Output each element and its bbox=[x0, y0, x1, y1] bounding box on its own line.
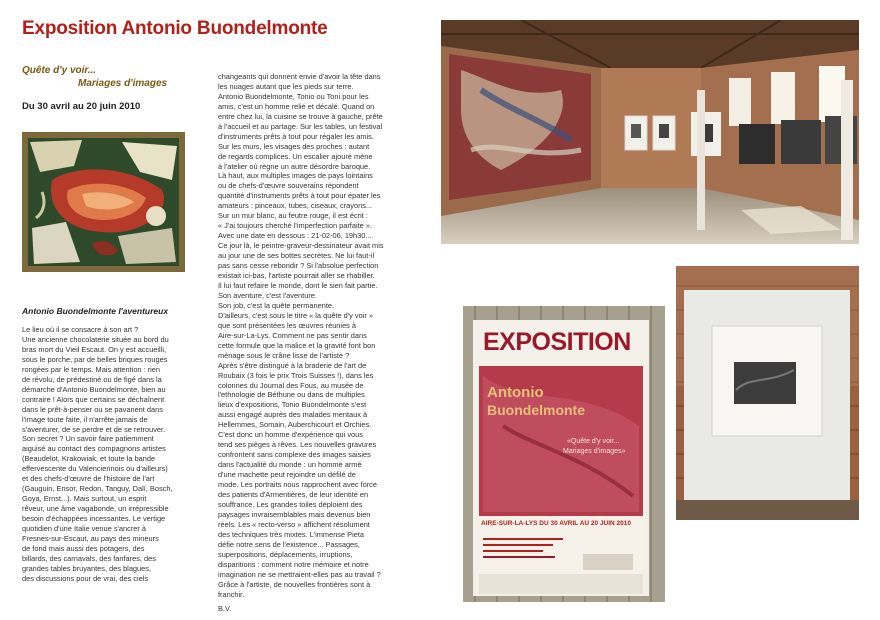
poster-fine-print bbox=[483, 538, 573, 568]
exhibition-dates: Du 30 avril au 20 juin 2010 bbox=[22, 101, 141, 112]
poster-dates: AIRE-SUR-LA-LYS DU 30 AVRIL AU 20 JUIN 2010 bbox=[481, 520, 632, 527]
artwork-image bbox=[22, 132, 185, 272]
article-column-2 bbox=[218, 62, 408, 620]
section-heading: Antonio Buondelmonte l'aventureux bbox=[22, 306, 169, 316]
poster-word-antonio: Antonio bbox=[487, 384, 544, 401]
article-column-1: Le lieu où il se consacre à son art ? Une ancienne chocolaterie située au bord du bras mort du Vieil Escaut. On y est accueilli, sous le porche, par de belles briques rouges rongées par le temps. Mais attention : rien de révolu, de prédestiné ou de figé dans la démarche d'Antonio Buondelmonte, bien au contraire ! Alors que certains se déchaînent dans le prêt-à-penser ou se pavanent dans l'image toute faite, il n'arrête jamais de s'aventurer, de se perdre et de se retrouver. Son secret ? Un savoir faire patiemment aiguisé au contact des compagnons artistes (Beaudelot, Krakowiak, et toute la bande effervescente du Valenciennois ou d'ailleurs) et des chefs-d'œuvre de l'histoire de l'art (Gauguin, Ensor, Redon, Tanguy, Dalí, Bosch, Goya, Ernst...). Mais surtout, un esprit rêveur, une âme vagabonde, un irrépressible besoin d'échappées incessantes. Le vertige quotidien d'une Italie venue s'ancrer à Fresnes-sur-Escaut, au pays des mineurs de fond mais aussi des potagers, des billards, des carnavals, des fanfares, des grandes tables bruyantes, des blagues, des discussions pour de vrai, des ciels bbox=[22, 325, 173, 583]
exhibition-poster-photo bbox=[463, 306, 665, 602]
framed-print-photo bbox=[676, 266, 859, 520]
article-column-2-text: changeants qui donnent envie d'avoir la tête dans les nuages autant que les pieds sur terre. Antonio Buondelmonte, Tonio ou Toni pour les amis, c'est un homme relié et décalé. Quand on entre chez lui, la cuisine se trouve à gauche, prête à l'accueil et au partage. Sur les tables, un festival d'instruments prêts à tout pour régaler les amis. Sur les murs, les visages des proches : autant de regards complices. Un escalier ajouré mène à l'atelier où règne un autre désordre baroque. Là haut, aux multiples images de pays lointains ou de chefs-d'œuvre souverains répondent quantité d'instruments prêts à tout pour épater les amateurs : pinceaux, tubes, ciseaux, crayons... Sur un mur blanc, au feutre rouge, il est écrit : « J'ai toujours cherché l'imperfection parfaite ». Avec une date en dessous : 21-02-06, 19h30... Ce jour là, le peintre-graveur-dessinateur avait mis au jour une de ses bottes secrètes. Ne lui faut-il pas sans cesse rebondir ? Si l'absolue perfection existait ici-bas, l'artiste pourrait aller se rhabiller. Il lui faut refaire le monde, dont le sien fait partie. Son aventure, c'est l'aventure. Son job, c'est la quête permanente. D'ailleurs, c'est sous le titre « la quête d'y voir » que sont présentées les œuvres réunies à Aire-sur-La-Lys. Comment ne pas sentir dans cette formule que la malice et la gravité font bon ménage sous le crâne lisse de l'artiste ? Après s'être distingué à la braderie de l'art de Roubaix (3 fois le prix Trois Suisses !), dans les colonnes du Journal des Fous, au musée de l'ethnologie de Béthune ou dans de multiples lieux d'expositions, Tonio Buondelmonte s'est aussi engagé auprès des malades mentaux à Hellemmes, Somain, Auberchicourt et Orchies. C'est donc un homme d'expérience qui vous tend ses pièges à rêves. Les nouvelles gravures confrontent sans complexe des images saisies dans l'actualité du monde : un homme armé d'une machette peut rejoindre un défilé de mode. Les portraits nous rapprochent avec force des patients d'Armentières, de leur identité en souffrance. Les grandes toiles déploient des paysages invraisemblables mais devenus bien réels. Les « recto-verso » affichent résolument des techniques très mixtes. L'immense Pieta défie notre sens de l'existence... Passages, superpositions, déplacements, irruptions, disparitions : comment notre mémoire et notre imagination ne se mettraient-elles pas au travail ? Grâce à l'artiste, de nouvelles frontières sont à franchir. bbox=[218, 71, 384, 599]
subtitle-line-2: Mariages d'images bbox=[78, 78, 168, 89]
poster-tagline-1: «Quête d'y voir... bbox=[567, 438, 620, 445]
tourism-office-logo bbox=[583, 554, 633, 570]
page-title: Exposition Antonio Buondelmonte bbox=[22, 18, 328, 39]
poster-word-exposition: EXPOSITION bbox=[483, 328, 631, 356]
subtitle-line-1: Quête d'y voir... bbox=[22, 65, 97, 76]
poster-tagline-2: Mariages d'images» bbox=[563, 448, 626, 455]
subtitle bbox=[22, 64, 167, 90]
author-signature: B.V. bbox=[218, 604, 232, 614]
exhibition-hall-photo bbox=[441, 20, 859, 244]
poster-word-buondelmonte: Buondelmonte bbox=[487, 402, 585, 418]
